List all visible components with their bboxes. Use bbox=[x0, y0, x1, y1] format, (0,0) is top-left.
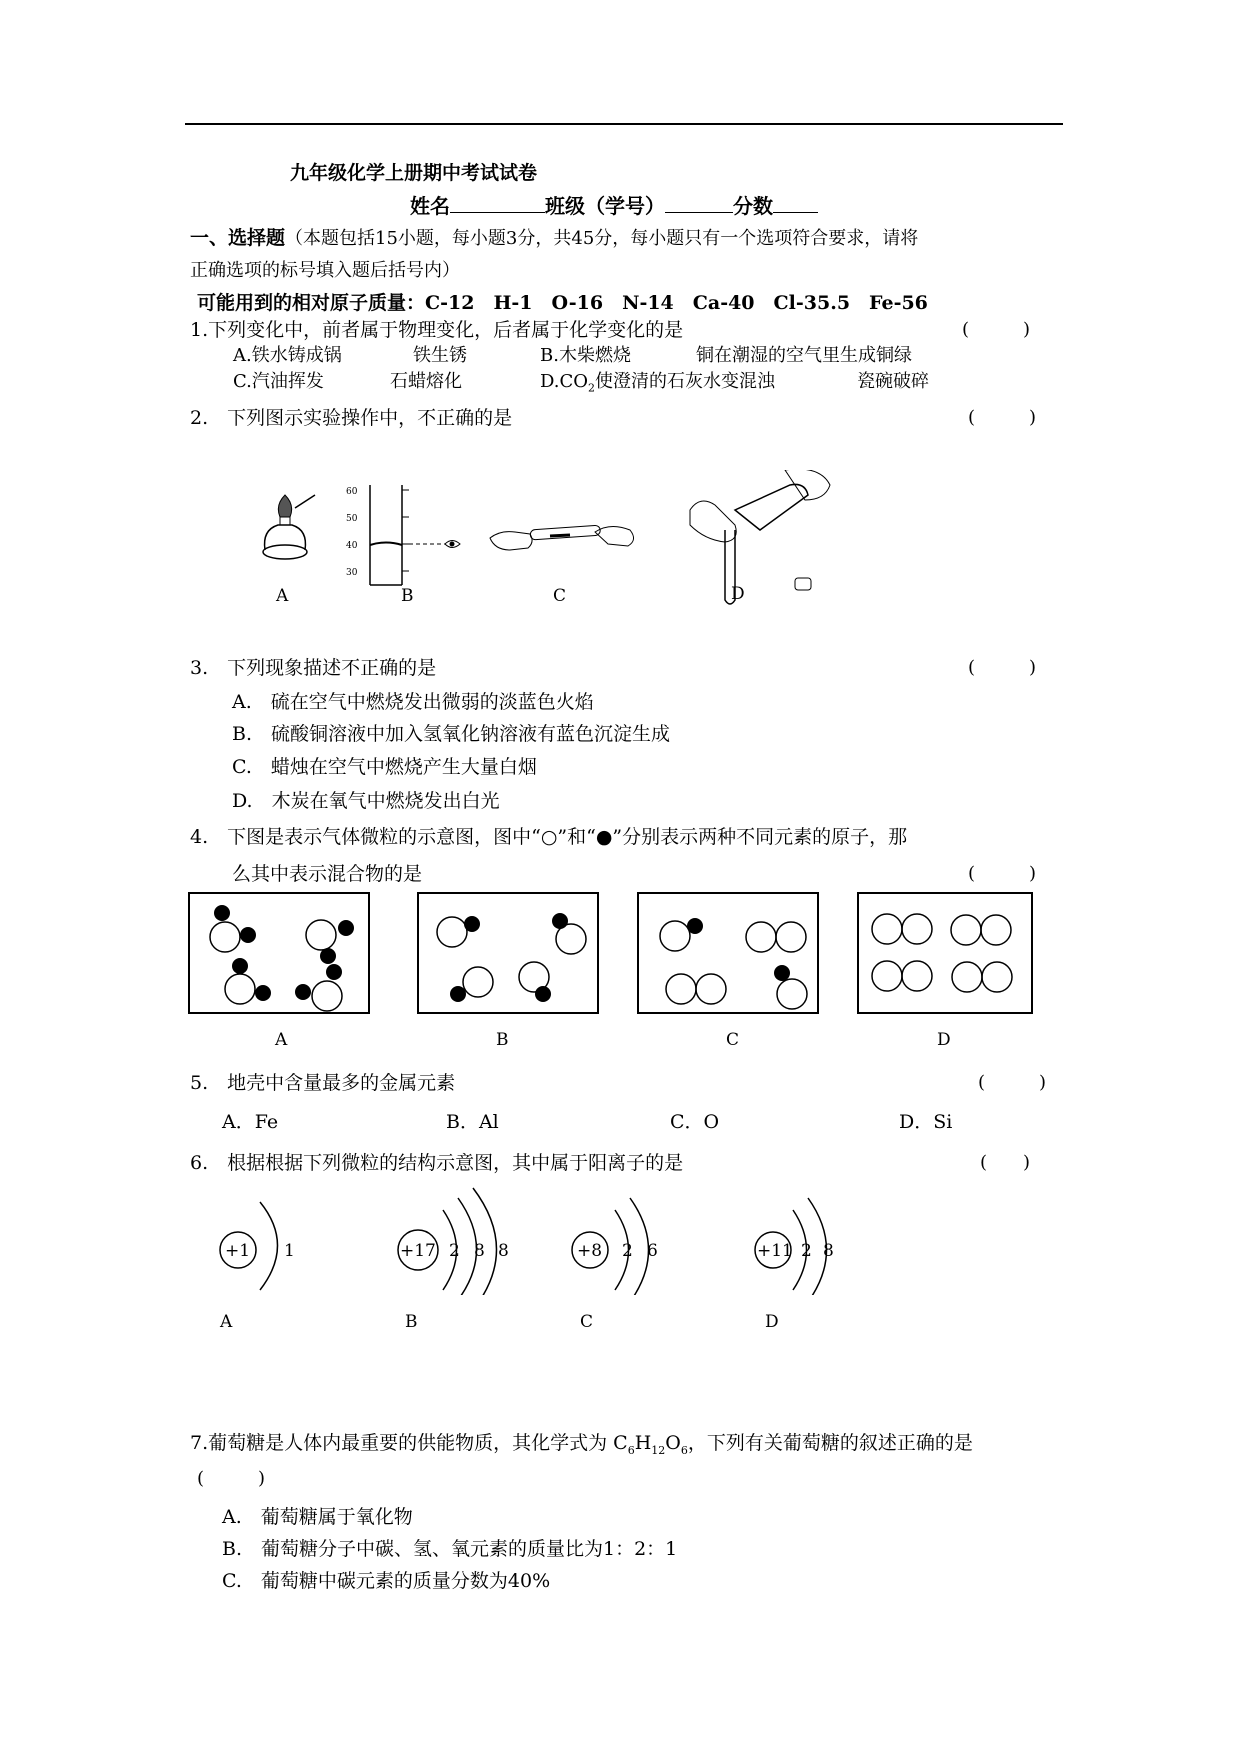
q4-label-b: B bbox=[496, 1030, 509, 1050]
q4-label-c: C bbox=[726, 1030, 740, 1050]
q6-structure-diagrams bbox=[200, 1180, 880, 1295]
q1-option-b: B.木柴燃烧 bbox=[540, 345, 631, 366]
tick-50: 50 bbox=[346, 514, 358, 524]
q5-option-c: C．O bbox=[670, 1111, 720, 1133]
q1-option-a2: 铁生锈 bbox=[413, 345, 467, 366]
q3-answer[interactable]: ( ) bbox=[968, 657, 1037, 678]
alcohol-lamp-figure bbox=[263, 495, 315, 559]
q4-box-c bbox=[637, 892, 819, 1014]
student-info-line bbox=[410, 190, 818, 219]
name-label: 姓名 bbox=[410, 194, 450, 218]
shell-a-1: 1 bbox=[284, 1241, 295, 1261]
q2-label-b: B bbox=[401, 586, 414, 606]
q5-option-d: D．Si bbox=[899, 1111, 953, 1133]
q1-option-c2: 石蜡熔化 bbox=[390, 371, 462, 392]
pouring-liquid-figure bbox=[690, 470, 830, 604]
q1-option-d: $D.CO_2$使澄清的石灰水变混浊 bbox=[540, 371, 776, 395]
q2-label-a: A bbox=[276, 586, 289, 606]
test-tube-heating-figure bbox=[490, 525, 634, 550]
q5-answer[interactable]: ( ) bbox=[978, 1072, 1047, 1093]
q4-box-a bbox=[188, 892, 370, 1014]
page-title: 九年级化学上册期中考试试卷 bbox=[290, 162, 538, 184]
atom-diagram-d bbox=[755, 1198, 834, 1295]
q7-option-b: B. 葡萄糖分子中碳、氢、氧元素的质量比为1：2：1 bbox=[222, 1538, 678, 1560]
q1-answer[interactable]: ( ) bbox=[962, 319, 1031, 340]
q2-label-c: C bbox=[553, 586, 567, 606]
q4-answer[interactable]: ( ) bbox=[968, 863, 1037, 884]
q3-option-c: C. 蜡烛在空气中燃烧产生大量白烟 bbox=[232, 756, 537, 778]
nucleus-d: +11 bbox=[757, 1241, 793, 1261]
shell-b-3: 8 bbox=[498, 1241, 509, 1261]
score-label: 分数 bbox=[733, 194, 773, 218]
q7-option-c: C. 葡萄糖中碳元素的质量分数为40% bbox=[222, 1570, 551, 1592]
q3-option-d: D. 木炭在氧气中燃烧发出白光 bbox=[232, 790, 500, 812]
atomic-masses: 可能用到的相对原子质量：C-12 H-1 O-16 N-14 Ca-40 Cl-35.5 Fe-56 bbox=[197, 292, 928, 314]
q1-option-d2: 瓷碗破碎 bbox=[857, 371, 929, 392]
nucleus-a: +1 bbox=[225, 1241, 251, 1261]
q6-label-c: C bbox=[580, 1312, 594, 1332]
q4-label-a: A bbox=[275, 1030, 288, 1050]
class-blank[interactable] bbox=[665, 194, 733, 213]
q7-option-a: A. 葡萄糖属于氧化物 bbox=[222, 1506, 413, 1528]
shell-c-1: 2 bbox=[622, 1241, 633, 1261]
shell-c-2: 6 bbox=[647, 1241, 658, 1261]
q6-label-a: A bbox=[220, 1312, 233, 1332]
q4-box-b bbox=[417, 892, 599, 1014]
q4-stem-line1: 4. 下图是表示气体微粒的示意图，图中“○”和“●”分别表示两种不同元素的原子，那 bbox=[190, 826, 908, 848]
q5-stem: 5. 地壳中含量最多的金属元素 bbox=[190, 1072, 456, 1094]
shell-d-1: 2 bbox=[801, 1241, 812, 1261]
class-label: 班级（学号） bbox=[545, 194, 665, 218]
q5-option-b: B．Al bbox=[446, 1111, 499, 1133]
q6-label-d: D bbox=[765, 1312, 779, 1332]
q3-option-b: B. 硫酸铜溶液中加入氢氧化钠溶液有蓝色沉淀生成 bbox=[232, 723, 671, 745]
q1-stem: 1.下列变化中，前者属于物理变化，后者属于化学变化的是 bbox=[190, 319, 684, 341]
atom-diagram-c bbox=[572, 1198, 658, 1295]
shell-b-1: 2 bbox=[449, 1241, 460, 1261]
top-rule bbox=[185, 123, 1063, 125]
section-heading: 一、选择题（本题包括15小题，每小题3分，共45分，每小题只有一个选项符合要求，请将 bbox=[190, 227, 919, 249]
q1-option-c: C.汽油挥发 bbox=[233, 371, 324, 392]
shell-b-2: 8 bbox=[474, 1241, 485, 1261]
atom-diagram-a bbox=[220, 1202, 295, 1290]
score-blank[interactable] bbox=[773, 194, 818, 213]
q2-stem: 2. 下列图示实验操作中，不正确的是 bbox=[190, 407, 513, 429]
q4-label-d: D bbox=[937, 1030, 951, 1050]
q7-stem: 7.葡萄糖是人体内最重要的供能物质，其化学式为 $C_6H_{12}O_6$，下列有关葡萄糖的叙述正确的是 bbox=[190, 1432, 973, 1457]
q6-stem: 6. 根据根据下列微粒的结构示意图，其中属于阳离子的是 bbox=[190, 1152, 684, 1174]
q3-option-a: A. 硫在空气中燃烧发出微弱的淡蓝色火焰 bbox=[232, 691, 594, 713]
q6-answer[interactable]: ( ) bbox=[980, 1152, 1031, 1173]
q4-box-d bbox=[857, 892, 1033, 1014]
nucleus-c: +8 bbox=[577, 1241, 603, 1261]
tick-60: 60 bbox=[346, 487, 358, 497]
graduated-cylinder-figure bbox=[346, 485, 460, 585]
section-desc-cont: 正确选项的标号填入题后括号内） bbox=[190, 260, 460, 281]
q6-label-b: B bbox=[405, 1312, 418, 1332]
tick-30: 30 bbox=[346, 568, 358, 578]
q2-figures bbox=[240, 470, 840, 610]
q7-answer[interactable]: ( ) bbox=[197, 1468, 266, 1489]
shell-d-2: 8 bbox=[823, 1241, 834, 1261]
name-blank[interactable] bbox=[450, 194, 545, 213]
q2-label-d: D bbox=[731, 584, 745, 604]
q1-option-b2: 铜在潮湿的空气里生成铜绿 bbox=[696, 345, 912, 366]
q4-stem-line2: 么其中表示混合物的是 bbox=[232, 863, 423, 885]
q1-option-a: A.铁水铸成锅 bbox=[233, 345, 342, 366]
q3-stem: 3. 下列现象描述不正确的是 bbox=[190, 657, 437, 679]
nucleus-b: +17 bbox=[400, 1241, 436, 1261]
q2-answer[interactable]: ( ) bbox=[968, 407, 1037, 428]
q5-option-a: A．Fe bbox=[222, 1111, 279, 1133]
tick-40: 40 bbox=[346, 541, 358, 551]
atom-diagram-b bbox=[398, 1188, 509, 1295]
